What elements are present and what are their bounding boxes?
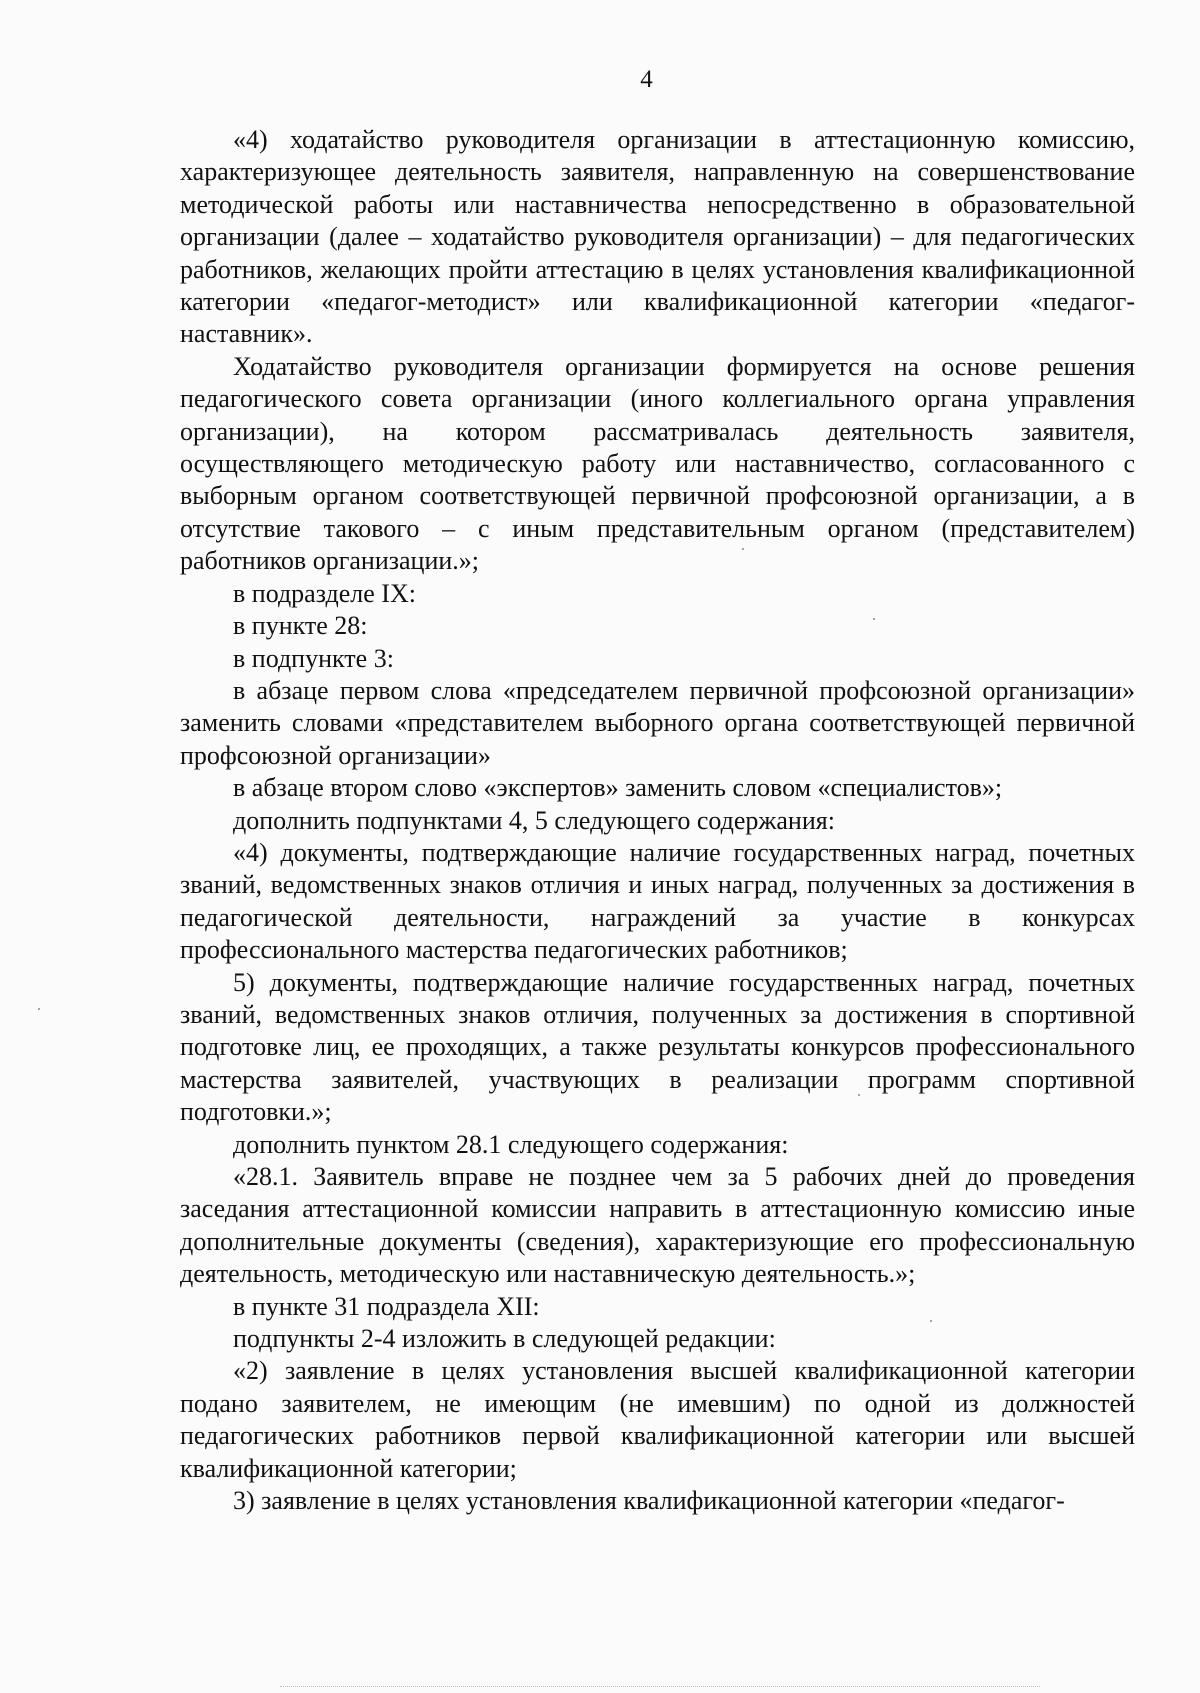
paragraph-7: в абзаце втором слово «экспертов» заменить словом «специалистов»; — [233, 773, 1003, 803]
paragraph-11: дополнить пунктом 28.1 следующего содержания: — [233, 1129, 789, 1159]
paragraph-8: дополнить подпунктами 4, 5 следующего содержания: — [233, 805, 835, 835]
scan-edge-line — [280, 1686, 1040, 1688]
scan-speck — [873, 618, 875, 620]
paragraph-14: подпункты 2-4 изложить в следующей редакции: — [233, 1324, 776, 1354]
paragraph-10: 5) документы, подтверждающие наличие государственных наград, почетных званий, ведомственных знаков отличия, полученных за достижения в спортивной подготовке лиц, ее проходящих, а также результаты конкурсов профессионального мастерства заявителей, участвующих в реализации программ спортивной подготовки.»; — [180, 967, 1135, 1127]
scan-speck — [930, 1320, 932, 1322]
paragraph-16: 3) заявление в целях установления квалификационной категории «педагог- — [233, 1486, 1065, 1516]
document-body — [180, 124, 1135, 1517]
paragraph-13: в пункте 31 подраздела XII: — [233, 1291, 540, 1321]
paragraph-2: Ходатайство руководителя организации формируется на основе решения педагогического совета организации (иного коллегиального органа управления организации), на котором рассматривалась деятельность заявителя, осуществляющего методическую работу или наставничество, согласованного с выборным органом соответствующей первичной профсоюзной организации, а в отсутствие такового – с иным представительным органом (представителем) работников организации.»; — [180, 351, 1135, 576]
paragraph-4: в пункте 28: — [233, 611, 368, 641]
paragraph-3: в подразделе IX: — [233, 578, 416, 608]
paragraph-12: «28.1. Заявитель вправе не позднее чем за 5 рабочих дней до проведения заседания аттестационной комиссии направить в аттестационную комиссию иные дополнительные документы (сведения), характеризующие его профессиональную деятельность, методическую или наставническую деятельность.»; — [180, 1162, 1135, 1289]
page-number: 4 — [640, 66, 653, 93]
paragraph-9: «4) документы, подтверждающие наличие государственных наград, почетных званий, ведомственных знаков отличия и иных наград, полученных за достижения в педагогической деятельности, награждений за участие в конкурсах профессионального мастерства педагогических работников; — [180, 837, 1135, 965]
scan-speck — [858, 1094, 860, 1096]
paragraph-15: «2) заявление в целях установления высшей квалификационной категории подано заявителем, не имеющим (не имевшим) по одной из должностей педагогических работников первой квалификационной категории или высшей квалификационной категории; — [180, 1356, 1135, 1483]
paragraph-6: в абзаце первом слова «председателем первичной профсоюзной организации» заменить словами «представителем выборного органа соответствующей первичной профсоюзной организации» — [180, 675, 1135, 770]
scan-speck — [742, 548, 744, 550]
scan-speck — [38, 1008, 40, 1010]
paragraph-1: «4) ходатайство руководителя организации в аттестационную комиссию, характеризующее деятельность заявителя, направленную на совершенствование методической работы или наставничества непосредственно в образовательной организации (далее – ходатайство руководителя организации) – для педагогических работников, желающих пройти аттестацию в целях установления квалификационной категории «педагог-методист» или квалификационной категории «педагог-наставник». — [180, 125, 1135, 349]
paragraph-5: в подпункте 3: — [233, 643, 394, 673]
